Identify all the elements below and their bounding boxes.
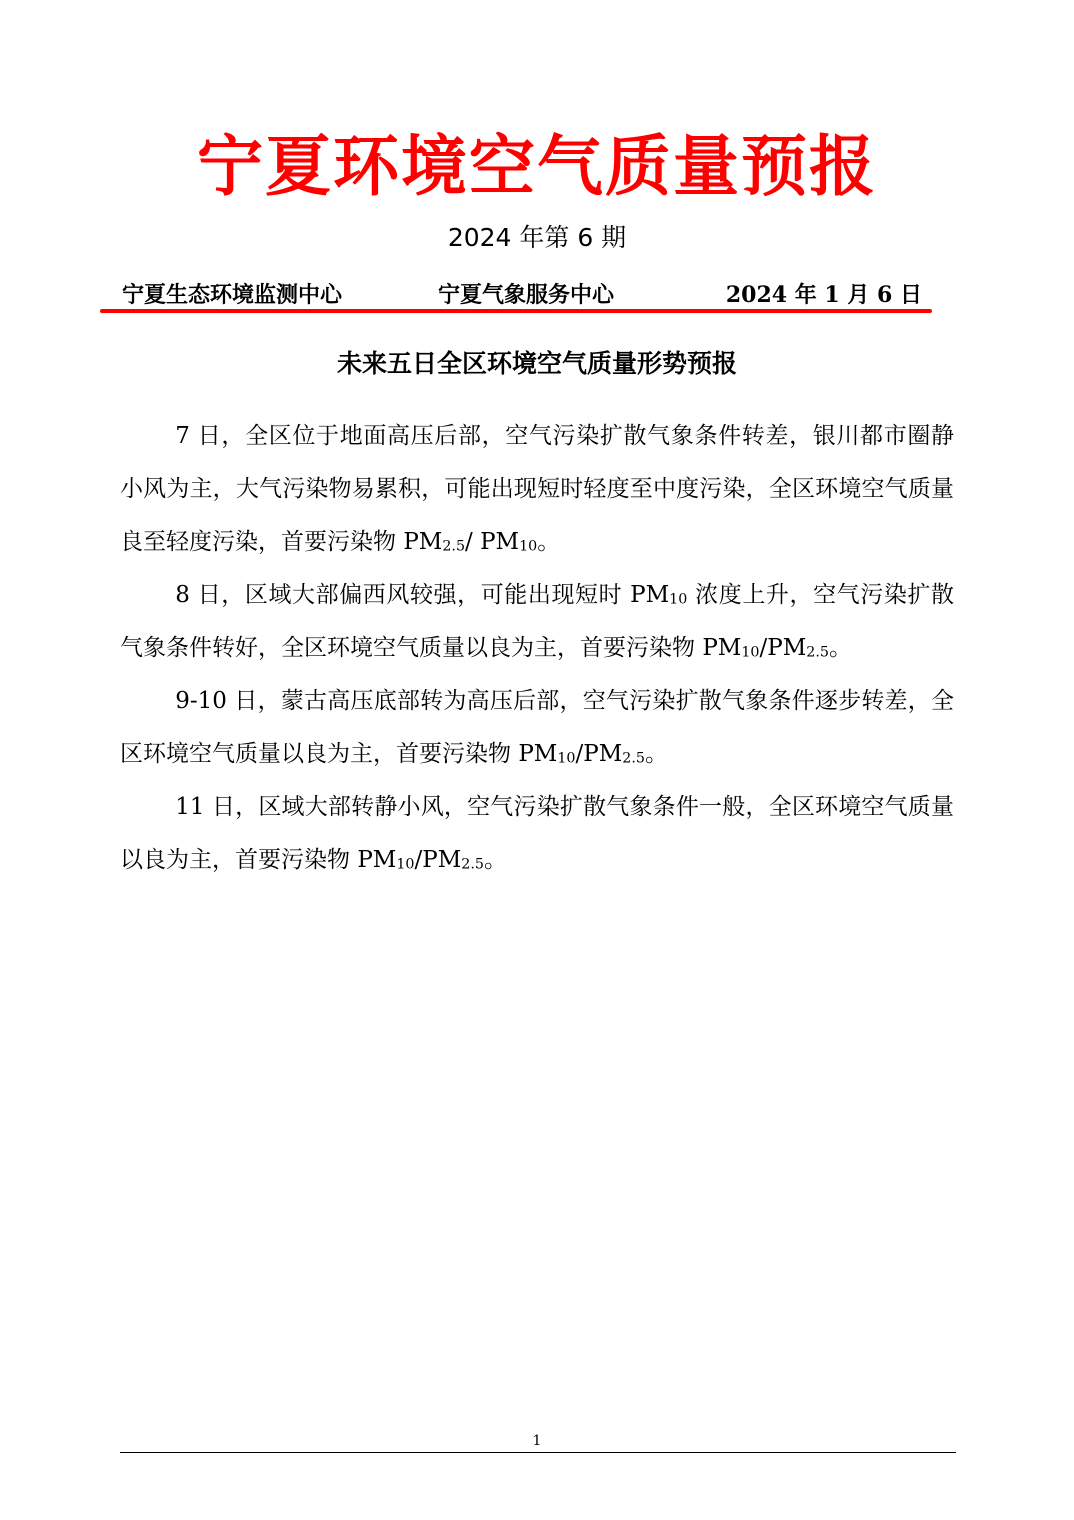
forecast-paragraph-day8: 8 日，区域大部偏西风较强，可能出现短时 $PM_{10}$ 浓度上升，空气污染扩散气象条件转好，全区环境空气质量以良为主，首要污染物 $PM_{10}/PM_{2.5}$。 — [120, 582, 955, 661]
red-divider — [100, 309, 932, 313]
publisher-monitoring-center: 宁夏生态环境监测中心 — [122, 282, 343, 308]
forecast-body — [120, 410, 954, 887]
masthead-title: 宁夏环境空气质量预报 — [197, 127, 877, 205]
section-title: 未来五日全区环境空气质量形势预报 — [336, 349, 737, 378]
publisher-line — [122, 278, 922, 312]
footer-divider — [120, 1452, 956, 1453]
issue-number: 2024 年第 6 期 — [447, 223, 627, 252]
publish-date: 2024 年 1 月 6 日 — [725, 282, 922, 308]
page-number: 1 — [532, 1433, 542, 1449]
forecast-paragraph-day7: 7 日，全区位于地面高压后部，空气污染扩散气象条件转差，银川都市圈静小风为主，大气污染物易累积，可能出现短时轻度至中度污染，全区环境空气质量良至轻度污染，首要污染物 $PM_{2.5}/$ $PM_{10}$。 — [120, 423, 954, 555]
forecast-paragraph-day9-10: 9-10 日，蒙古高压底部转为高压后部，空气污染扩散气象条件逐步转差，全区环境空气质量以良为主，首要污染物 $PM_{10}/PM_{2.5}$。 — [120, 688, 954, 767]
publisher-weather-center: 宁夏气象服务中心 — [438, 282, 615, 308]
forecast-paragraph-day11: 11 日，区域大部转静小风，空气污染扩散气象条件一般，全区环境空气质量以良为主，首要污染物 $PM_{10}/PM_{2.5}$。 — [120, 794, 954, 873]
